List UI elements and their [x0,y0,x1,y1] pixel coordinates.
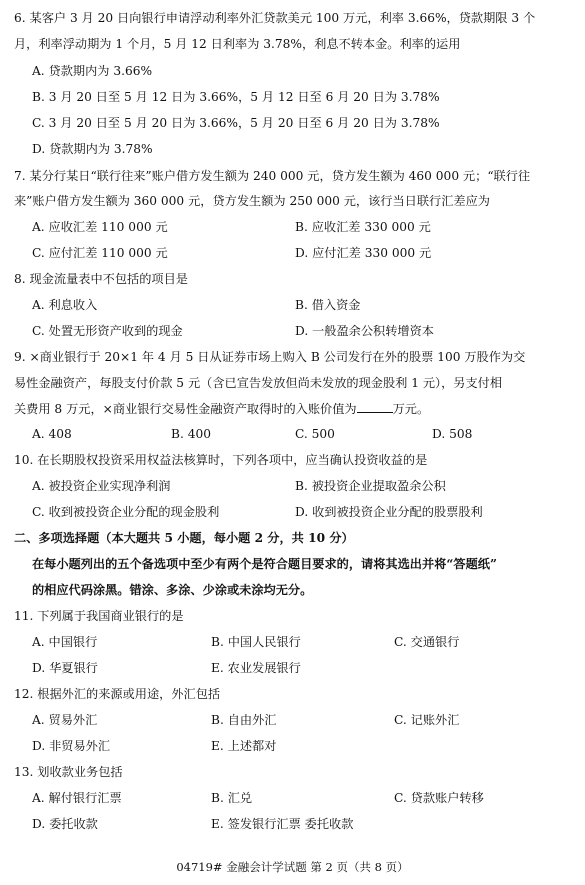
q11-option-c: C. 交通银行 [394,635,460,649]
q9-stem-line1: 9. ×商业银行于 20×1 年 4 月 5 日从证券市场上购入 B 公司发行在外的股票 100 万股作为交 [14,350,526,364]
q9-stem-line2: 易性金融资产，每股支付价款 5 元（含已宣告发放但尚未发放的现金股利 1 元），另支付相 [14,376,503,390]
q10-option-a: A. 被投资企业实现净利润 [32,479,171,493]
q8-option-d: D. 一般盈余公积转增资本 [295,324,434,338]
q13-option-c: C. 贷款账户转移 [394,791,484,805]
q9-stem-line3 [14,401,429,417]
q10-stem: 10. 在长期股权投资采用权益法核算时，下列各项中，应当确认投资收益的是 [14,453,428,467]
section-instructions-line1: 在每小题列出的五个备选项中至少有两个是符合题目要求的，请将其选出并将“答题纸” [32,557,497,571]
answer-blank [357,402,393,413]
q12-option-e: E. 上述都对 [211,739,277,753]
q6-stem-line2: 月，利率浮动期为 1 个月，5 月 12 日利率为 3.78%，利息不转本金。利率的运用 [14,37,461,51]
section-instructions-line2: 的相应代码涂黑。错涂、多涂、少涂或未涂均无分。 [32,583,313,597]
q13-option-e: E. 签发银行汇票 委托收款 [211,817,354,831]
q13-stem: 13. 划收款业务包括 [14,765,123,779]
q7-option-d: D. 应付汇差 330 000 元 [295,246,432,260]
q6-option-d: D. 贷款期内为 3.78% [32,142,153,156]
q11-option-a: A. 中国银行 [32,635,98,649]
q10-option-b: B. 被投资企业提取盈余公积 [295,479,446,493]
q7-stem-line2: 来”账户借方发生额为 360 000 元，贷方发生额为 250 000 元，该行当日联行汇差应为 [14,194,490,208]
q12-option-a: A. 贸易外汇 [32,713,98,727]
q12-option-b: B. 自由外汇 [211,713,277,727]
q7-stem-line1: 7. 某分行某日“联行往来”账户借方发生额为 240 000 元，贷方发生额为 460 000 元；“联行往 [14,169,531,183]
q12-stem: 12. 根据外汇的来源或用途，外汇包括 [14,687,221,701]
q7-option-b: B. 应收汇差 330 000 元 [295,220,431,234]
q7-option-a: A. 应收汇差 110 000 元 [32,220,168,234]
q6-stem-line1: 6. 某客户 3 月 20 日向银行申请浮动利率外汇贷款美元 100 万元，利率 3.66%，贷款期限 3 个 [14,11,536,25]
q8-option-b: B. 借入资金 [295,298,361,312]
q11-option-d: D. 华夏银行 [32,661,98,675]
page-footer: 04719# 金融会计学试题 第 2 页（共 8 页） [176,860,409,874]
q6-option-b: B. 3 月 20 日至 5 月 12 日为 3.66%，5 月 12 日至 6 月 20 日为 3.78% [32,90,440,104]
q12-option-d: D. 非贸易外汇 [32,739,111,753]
q11-option-b: B. 中国人民银行 [211,635,301,649]
q10-option-c: C. 收到被投资企业分配的现金股利 [32,505,220,519]
q6-option-c: C. 3 月 20 日至 5 月 20 日为 3.66%，5 月 20 日至 6 月 20 日为 3.78% [32,116,440,130]
q8-option-c: C. 处置无形资产收到的现金 [32,324,183,338]
q10-option-d: D. 收到被投资企业分配的股票股利 [295,505,483,519]
q9-stem-line3-unit: 万元。 [392,402,430,416]
q11-stem: 11. 下列属于我国商业银行的是 [14,609,184,623]
q8-option-a: A. 利息收入 [32,298,98,312]
q13-option-b: B. 汇兑 [211,791,253,805]
q9-option-a: A. 408 [32,427,72,441]
q9-option-b: B. 400 [171,427,211,441]
q8-stem: 8. 现金流量表中不包括的项目是 [14,272,188,286]
q6-option-a: A. 贷款期内为 3.66% [32,64,153,78]
q9-option-d: D. 508 [432,427,473,441]
q13-option-a: A. 解付银行汇票 [32,791,122,805]
q11-option-e: E. 农业发展银行 [211,661,301,675]
q13-option-d: D. 委托收款 [32,817,98,831]
q12-option-c: C. 记账外汇 [394,713,460,727]
q9-option-c: C. 500 [295,427,335,441]
section-heading: 二、多项选择题（本大题共 5 小题，每小题 2 分，共 10 分） [14,531,354,545]
q7-option-c: C. 应付汇差 110 000 元 [32,246,168,260]
q9-stem-line3-text: 关费用 8 万元，×商业银行交易性金融资产取得时的入账价值为 [14,402,357,416]
